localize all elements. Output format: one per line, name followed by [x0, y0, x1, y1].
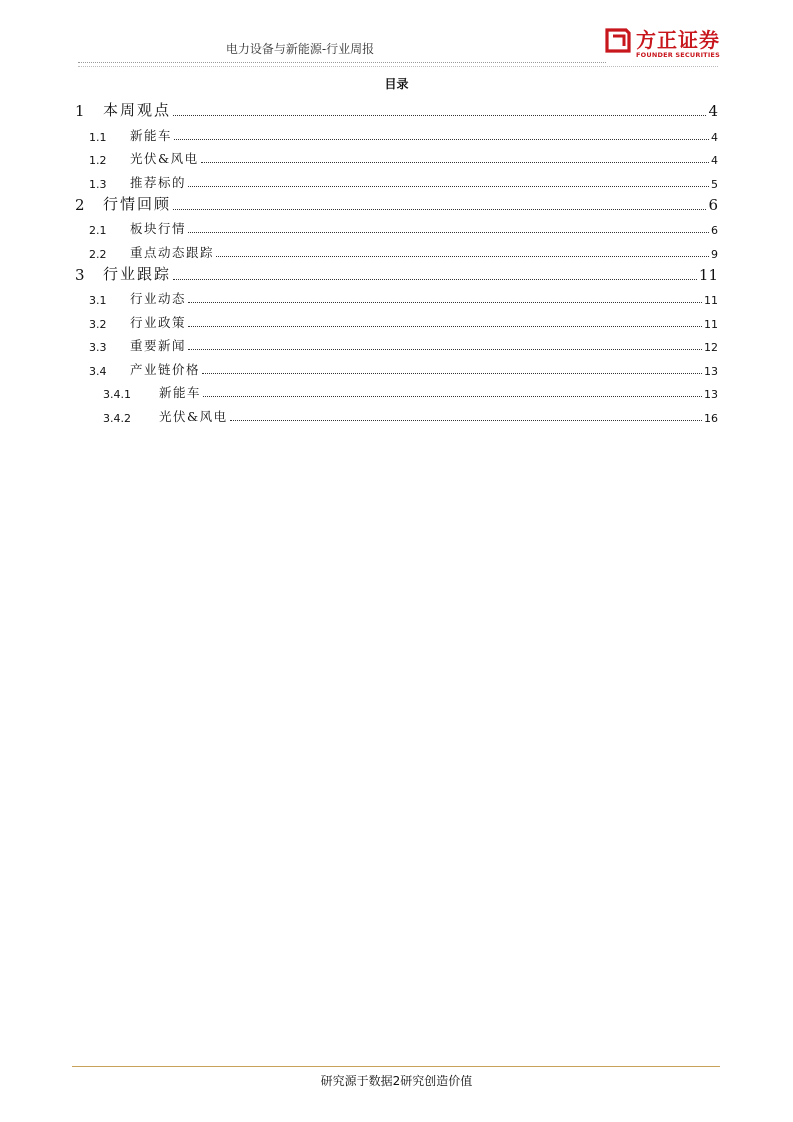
toc-dot-leader: [173, 279, 697, 280]
toc-entry-label[interactable]: 行业政策: [130, 314, 187, 330]
toc-entry[interactable]: [75, 307, 718, 331]
toc-entry-page[interactable]: 13: [704, 388, 718, 401]
logo-chinese-text: 方正证券: [636, 28, 720, 52]
toc-entry-number: 3.4.1: [103, 388, 131, 401]
founder-securities-logo: [604, 22, 724, 64]
toc-entry-label[interactable]: 行业跟踪: [103, 264, 172, 283]
toc-entry-number: 3.2: [89, 317, 107, 331]
toc-entry[interactable]: [75, 261, 718, 284]
toc-entry-number: 2.1: [89, 224, 107, 237]
header-divider: [78, 62, 606, 63]
footer-divider: [72, 1066, 720, 1067]
toc-title: 目录: [384, 77, 409, 91]
toc-entry[interactable]: [75, 144, 718, 168]
toc-entry[interactable]: [75, 214, 718, 238]
toc-entry-label[interactable]: 产业链价格: [130, 361, 201, 377]
toc-dot-leader: [216, 256, 709, 257]
toc-entry-number: 1: [75, 102, 85, 120]
toc-entry-number: 3: [75, 265, 85, 284]
toc-entry-number: 3.4: [89, 364, 107, 378]
toc-entry[interactable]: [75, 401, 718, 425]
toc-entry-number: 3.1: [89, 294, 107, 307]
toc-entry[interactable]: [75, 354, 718, 378]
toc-entry-label[interactable]: 板块行情: [130, 221, 187, 236]
toc-entry[interactable]: [75, 97, 718, 120]
toc-entry-number: 1.3: [89, 177, 107, 191]
toc-entry-label[interactable]: 光伏&风电: [159, 408, 228, 424]
toc-entry-number: 1.1: [89, 130, 107, 144]
toc-dot-leader: [201, 162, 709, 163]
toc-entry[interactable]: [75, 378, 718, 402]
toc-entry-label[interactable]: 本周观点: [103, 101, 172, 119]
toc-entry-number: 3.4.2: [103, 411, 131, 425]
toc-dot-leader: [202, 373, 702, 374]
toc-entry-label[interactable]: 重要新闻: [130, 338, 187, 353]
toc-entry[interactable]: [75, 167, 718, 191]
toc-dot-leader: [188, 349, 702, 350]
toc-entry-page[interactable]: 4: [711, 130, 718, 144]
table-of-contents: [75, 97, 718, 425]
toc-entry-page[interactable]: 11: [704, 317, 718, 331]
toc-entry-number: 3.3: [89, 341, 107, 354]
header-divider-secondary: [78, 66, 718, 67]
toc-entry-label[interactable]: 新能车: [159, 385, 202, 400]
toc-entry-label[interactable]: 重点动态跟踪: [130, 244, 215, 260]
toc-entry-page[interactable]: 4: [708, 102, 718, 120]
toc-entry[interactable]: [75, 237, 718, 261]
toc-entry-page[interactable]: 16: [704, 411, 718, 425]
toc-entry-page[interactable]: 5: [711, 177, 718, 191]
toc-entry-number: 2.2: [89, 247, 107, 261]
toc-dot-leader: [188, 302, 702, 303]
toc-entry-label[interactable]: 新能车: [130, 127, 173, 143]
toc-entry-number: 1.2: [89, 154, 107, 167]
toc-entry[interactable]: [75, 191, 718, 214]
toc-dot-leader: [188, 326, 702, 327]
toc-dot-leader: [188, 232, 709, 233]
toc-entry[interactable]: [75, 120, 718, 144]
toc-entry-label[interactable]: 推荐标的: [130, 174, 187, 190]
toc-entry-label[interactable]: 行业动态: [130, 291, 187, 306]
toc-entry-page[interactable]: 11: [704, 294, 718, 307]
footer-slogan: 研究源于数据2研究创造价值: [320, 1074, 473, 1088]
toc-dot-leader: [188, 186, 709, 187]
toc-entry-label[interactable]: 行情回顾: [103, 194, 172, 213]
toc-entry-page[interactable]: 9: [711, 247, 718, 261]
founder-logo-icon: [604, 26, 632, 54]
toc-dot-leader: [174, 139, 709, 140]
toc-dot-leader: [230, 420, 702, 421]
toc-dot-leader: [203, 396, 702, 397]
toc-entry-page[interactable]: 4: [711, 154, 718, 167]
toc-entry-label[interactable]: 光伏&风电: [130, 151, 199, 166]
toc-entry-page[interactable]: 11: [698, 265, 718, 284]
toc-dot-leader: [173, 209, 706, 210]
toc-entry-page[interactable]: 12: [704, 341, 718, 354]
report-header-title: 电力设备与新能源-行业周报: [225, 42, 375, 56]
logo-english-text: FOUNDER SECURITIES: [636, 51, 720, 59]
toc-entry-page[interactable]: 6: [708, 195, 718, 214]
toc-dot-leader: [173, 115, 706, 116]
toc-entry[interactable]: [75, 284, 718, 308]
toc-entry-page[interactable]: 13: [704, 364, 718, 378]
toc-entry[interactable]: [75, 331, 718, 355]
toc-entry-number: 2: [75, 195, 85, 214]
toc-entry-page[interactable]: 6: [711, 224, 718, 237]
